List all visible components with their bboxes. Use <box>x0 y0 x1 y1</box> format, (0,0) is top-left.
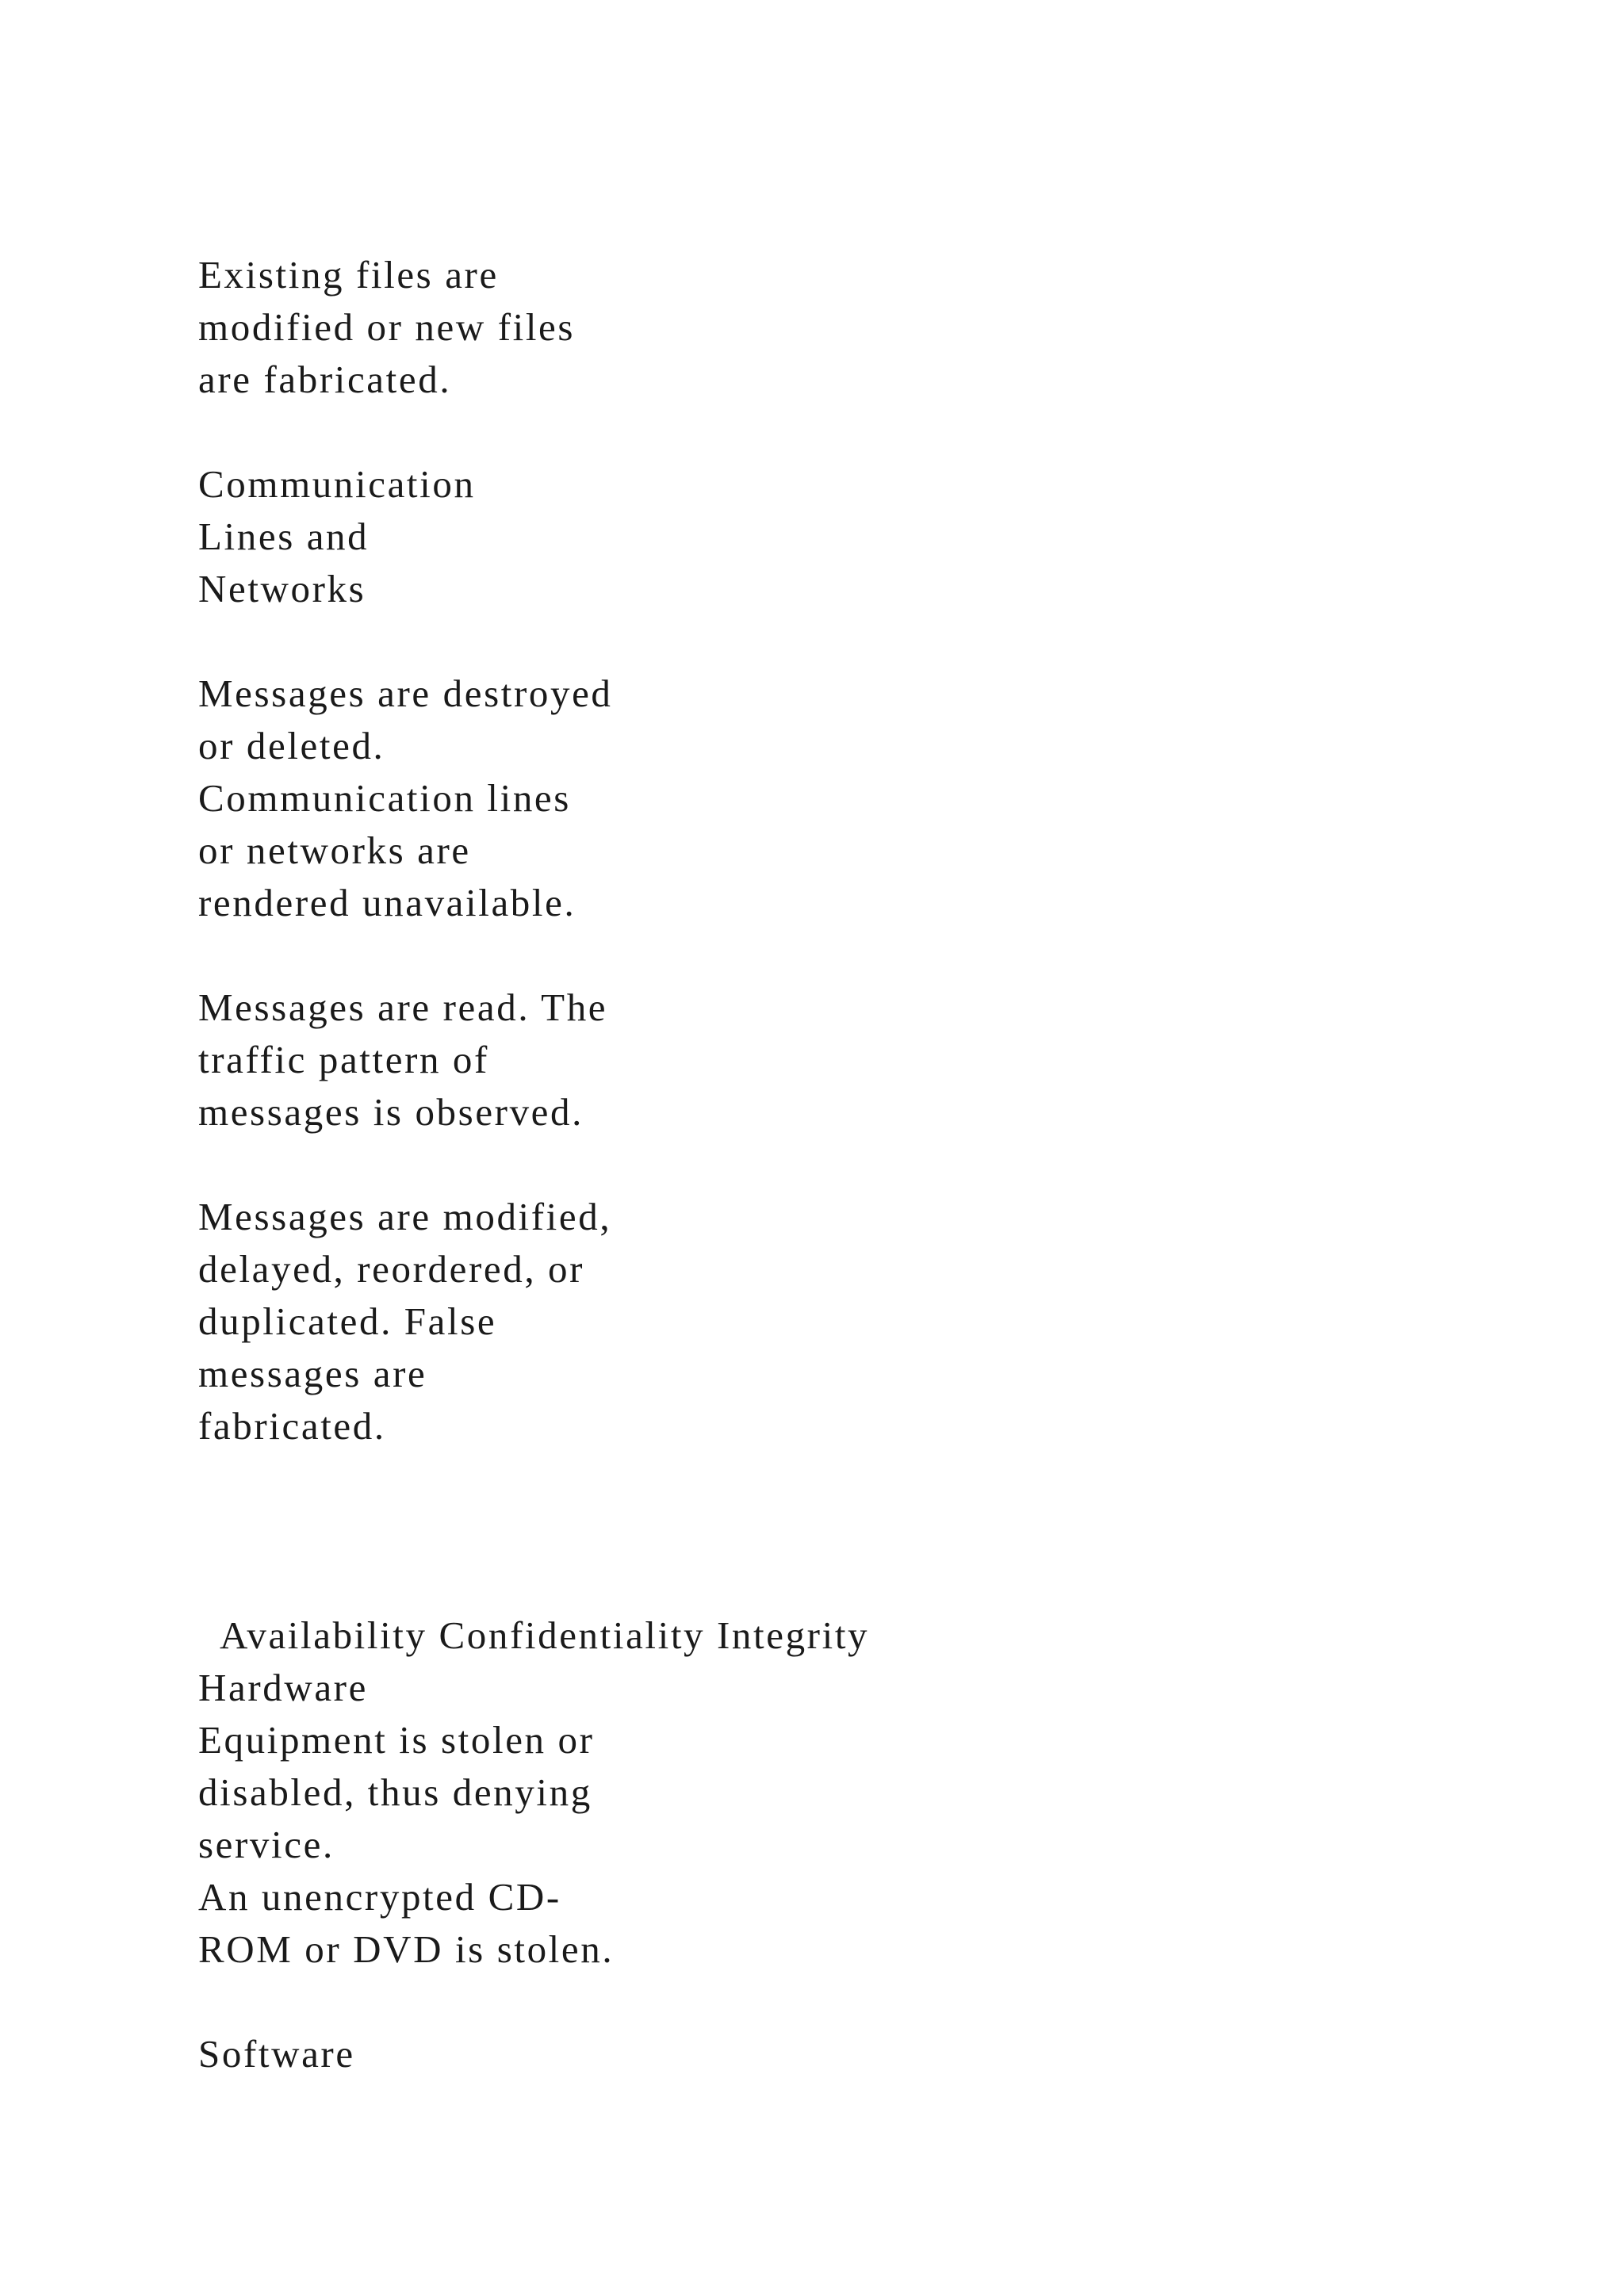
text-line: Messages are modified, <box>198 1195 612 1238</box>
text-line: duplicated. False <box>198 1299 497 1343</box>
text-line: messages is observed. <box>198 1090 584 1134</box>
text-line: delayed, reordered, or <box>198 1247 585 1291</box>
text-line: Communication lines <box>198 776 571 820</box>
text-line: disabled, thus denying <box>198 1770 592 1814</box>
text-line: Equipment is stolen or <box>198 1718 595 1762</box>
text-line: ROM or DVD is stolen. <box>198 1927 615 1971</box>
text-line: modified or new files <box>198 305 576 349</box>
text-line: Existing files are <box>198 253 499 297</box>
text-line: Networks <box>198 567 366 610</box>
text-line: fabricated. <box>198 1404 386 1448</box>
text-line: Messages are read. The <box>198 985 608 1029</box>
table-header-line: Availability Confidentiality Integrity <box>198 1613 870 1657</box>
text-line: messages are <box>198 1352 427 1395</box>
text-line: Software <box>198 2032 355 2076</box>
text-line: traffic pattern of <box>198 1038 489 1081</box>
text-line: Messages are destroyed <box>198 672 613 715</box>
text-line: rendered unavailable. <box>198 881 576 924</box>
text-line: Lines and <box>198 515 370 558</box>
text-line: or networks are <box>198 828 471 872</box>
text-line: or deleted. <box>198 724 385 767</box>
text-line: service. <box>198 1823 335 1866</box>
text-line: Communication <box>198 462 476 506</box>
text-line: are fabricated. <box>198 358 452 401</box>
text-line: Hardware <box>198 1666 368 1709</box>
text-line: An unencrypted CD- <box>198 1875 561 1919</box>
